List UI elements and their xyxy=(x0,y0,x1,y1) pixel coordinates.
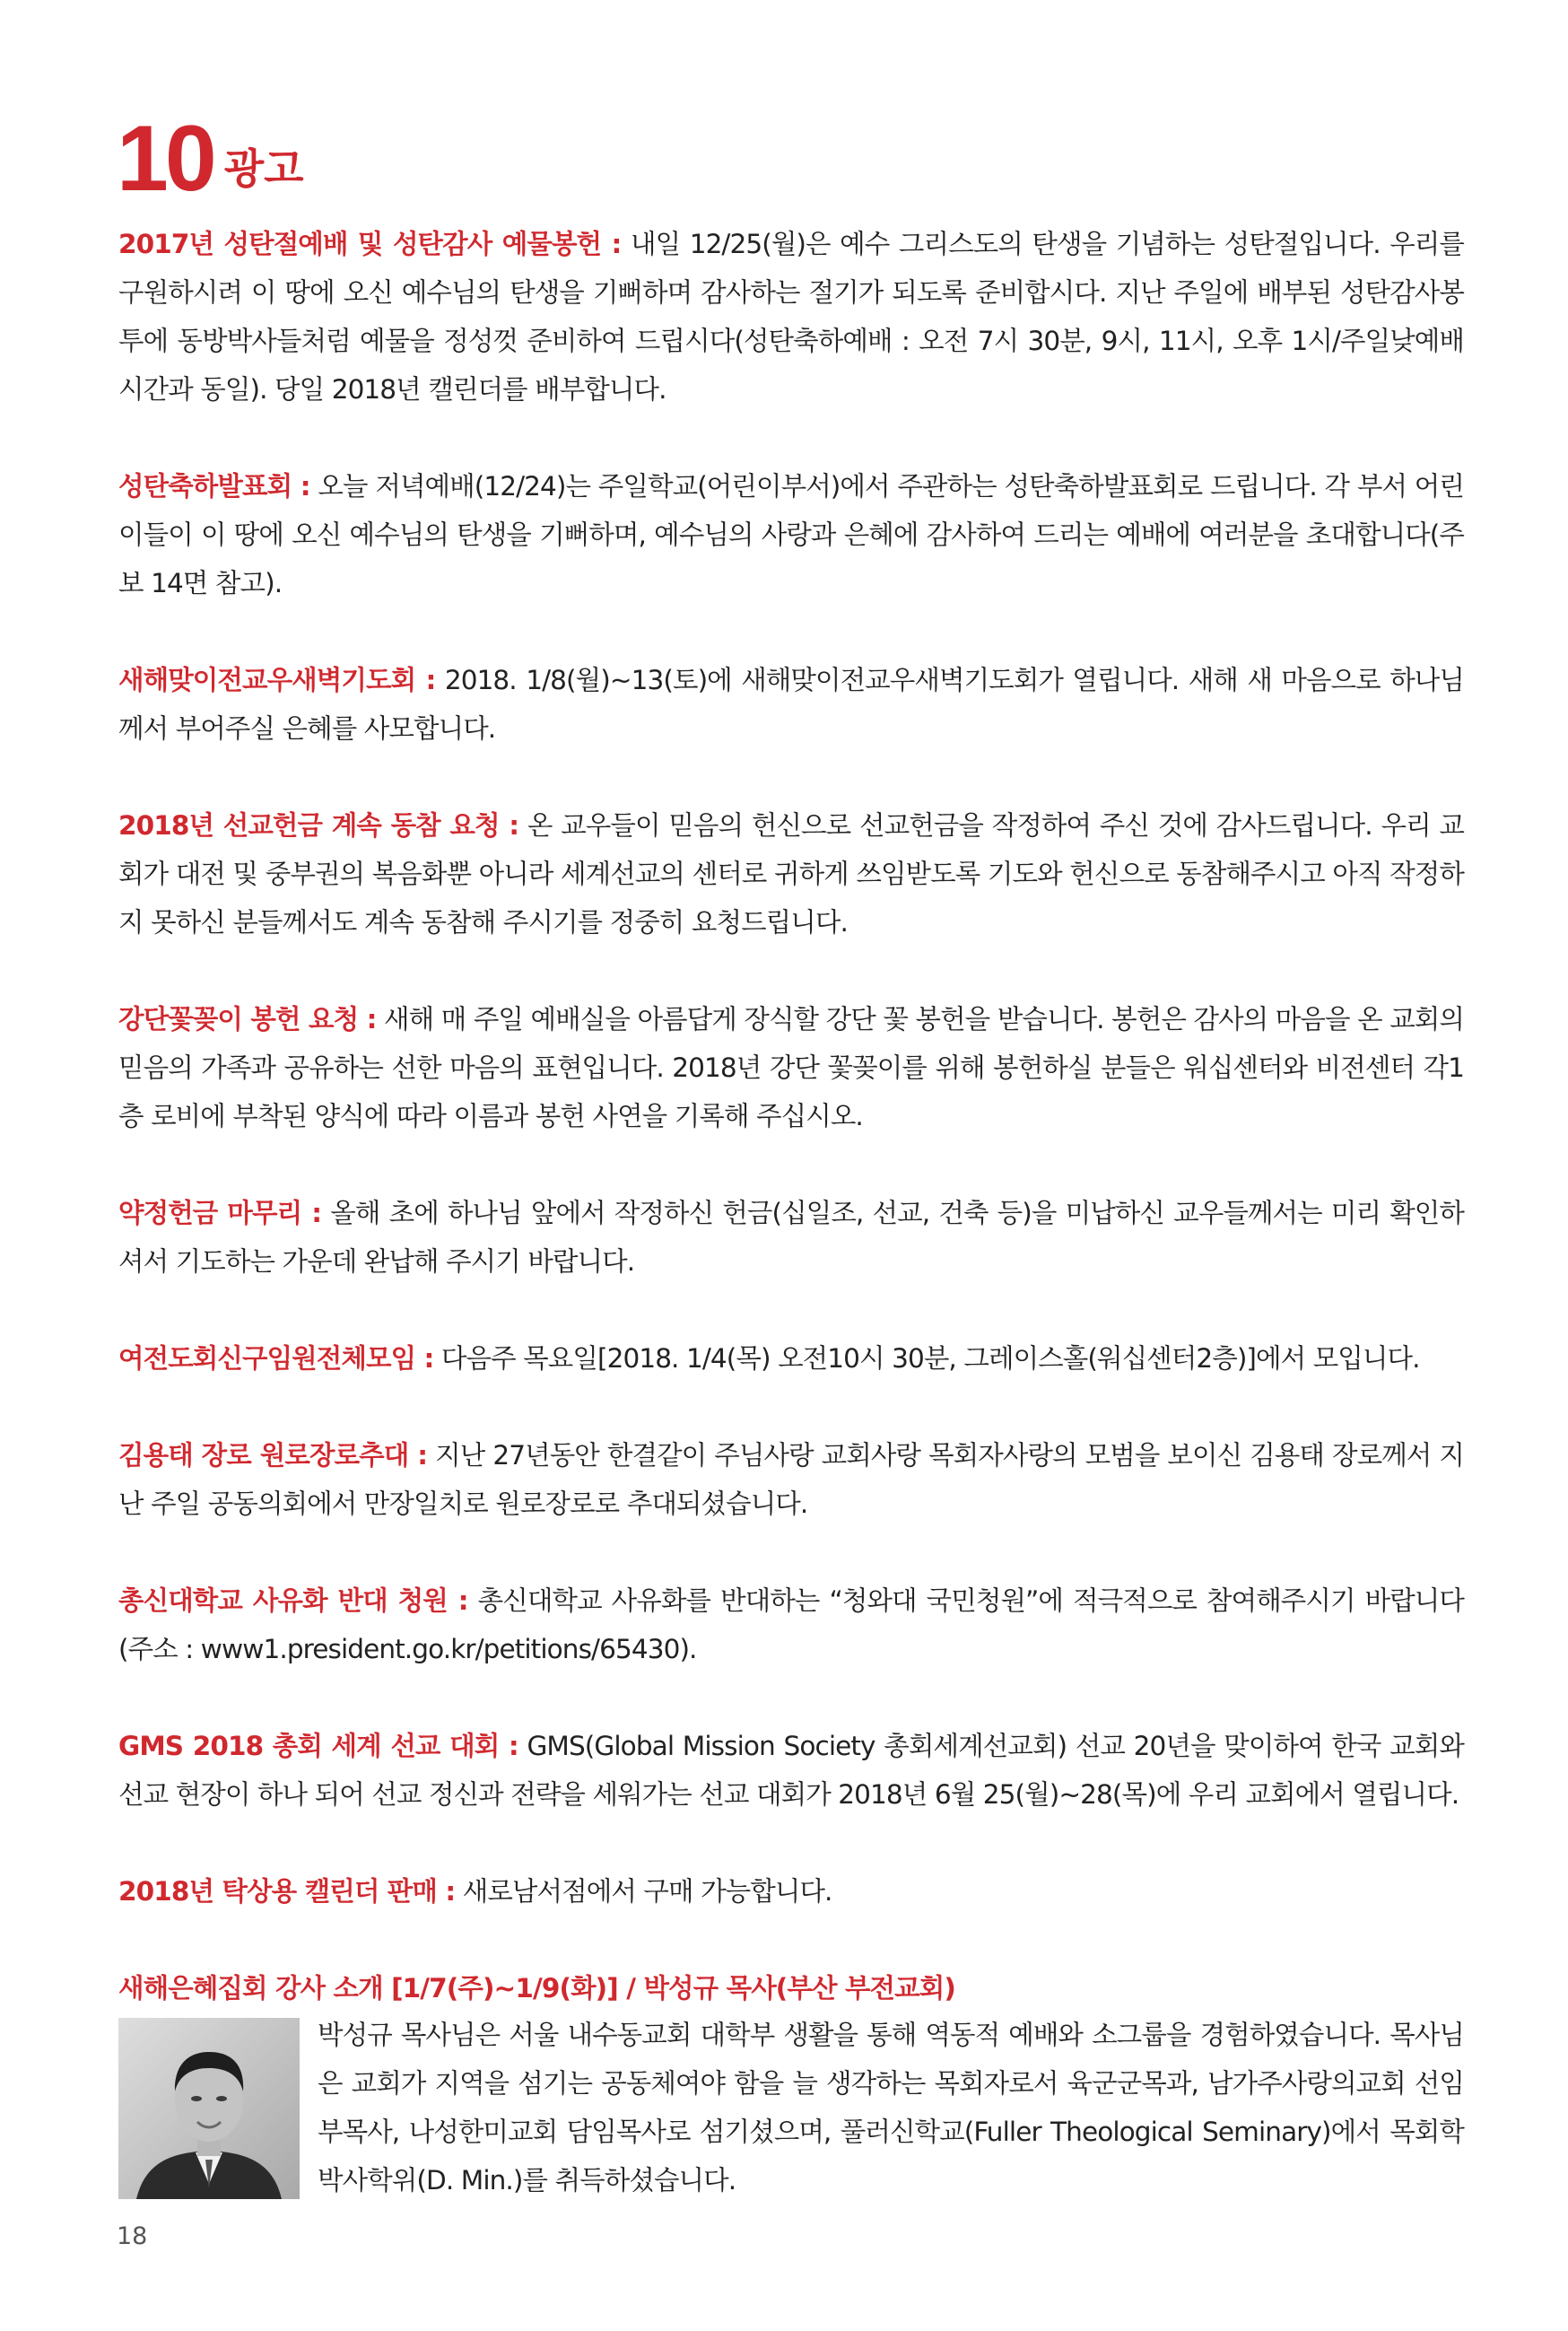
announcement-item xyxy=(118,656,1464,753)
speaker-profile xyxy=(118,2018,1464,2231)
announcement-body: GMS(Global Mission Society 총회세계선교회) 선교 20년을 맞이하여 한국 교회와 선교 현장이 하나 되어 선교 정신과 전략을 세워가는 선교 대회가 2018년 6월 25(월)~28(목)에 우리 교회에서 열립니다. xyxy=(118,1731,1464,1810)
announcement-body: 2018. 1/8(월)~13(토)에 새해맞이전교우새벽기도회가 열립니다. 새해 새 마음으로 하나님께서 부어주실 은혜를 사모합니다. xyxy=(118,665,1464,744)
announcement-item xyxy=(118,801,1464,947)
announcement-item xyxy=(118,220,1464,414)
announcement-item xyxy=(118,1867,1464,1916)
announcement-body: 올해 초에 하나님 앞에서 작정하신 헌금(십일조, 선교, 건축 등)을 미납하신 교우들께서는 미리 확인하셔서 기도하는 가운데 완납해 주시기 바랍니다. xyxy=(118,1198,1464,1277)
announcement-item xyxy=(118,1189,1464,1286)
section-number: 10 xyxy=(117,107,213,211)
announcement-item xyxy=(118,995,1464,1140)
announcement-body: 내일 12/25(월)은 예수 그리스도의 탄생을 기념하는 성탄절입니다. 우리를 구원하시려 이 땅에 오신 예수님의 탄생을 기뻐하며 감사하는 절기가 되도록 준비합시다. 지난 주일에 배부된 성탄감사봉투에 동방박사들처럼 예물을 정성껏 준비하여 드립시다(성탄축하예배 : 오전 7시 30분, 9시, 11시, 오후 1시/주일낮예배 시간과 동일). 당일 2018년 캘린더를 배부합니다. xyxy=(118,229,1464,405)
announcement-item xyxy=(118,1334,1464,1383)
announcement-title: 새해맞이전교우새벽기도회 : xyxy=(118,665,436,695)
announcement-body: 새해 매 주일 예배실을 아름답게 장식할 강단 꽃 봉헌을 받습니다. 봉헌은 감사의 마음을 온 교회의 믿음의 가족과 공유하는 선한 마음의 표현입니다. 2018년 강단 꽃꽂이를 위해 봉헌하실 분들은 워십센터와 비전센터 각1층 로비에 부착된 양식에 따라 이름과 봉헌 사연을 기록해 주십시오. xyxy=(118,1004,1464,1131)
announcement-body: 지난 27년동안 한결같이 주님사랑 교회사랑 목회자사랑의 모범을 보이신 김용태 장로께서 지난 주일 공동의회에서 만장일치로 원로장로로 추대되셨습니다. xyxy=(118,1440,1465,1519)
speaker-photo xyxy=(118,2018,300,2199)
announcement-item xyxy=(118,1576,1464,1673)
announcement-body: 새로남서점에서 구매 가능합니다. xyxy=(455,1876,832,1907)
announcement-title: 2018년 탁상용 캘린더 판매 : xyxy=(118,1876,456,1907)
page-number: 18 xyxy=(117,2222,148,2250)
announcement-title: 여전도회신구임원전체모임 : xyxy=(118,1343,434,1374)
speaker-bio: 박성규 목사님은 서울 내수동교회 대학부 생활을 통해 역동적 예배와 소그룹을 경험하였습니다. 목사님은 교회가 지역을 섬기는 공동체여야 함을 늘 생각하는 목회자로서 육군군목과, 남가주사랑의교회 선임부목사, 나성한미교회 담임목사로 섬기셨으며, 풀러신학교(Fuller Theological Seminary)에서 목회학 박사학위(D. Min.)를 취득하셨습니다. xyxy=(318,2020,1464,2196)
announcement-body: 총신대학교 사유화를 반대하는 “청와대 국민청원”에 적극적으로 참여해주시기 바랍니다(주소 : www1.president.go.kr/petitions/65430). xyxy=(118,1585,1464,1664)
speaker-intro-title: 새해은혜집회 강사 소개 [1/7(주)~1/9(화)] / 박성규 목사(부산 부전교회) xyxy=(118,1973,955,2004)
announcements-list xyxy=(118,220,1464,2231)
announcement-title: 총신대학교 사유화 반대 청원 : xyxy=(118,1585,468,1616)
announcement-item xyxy=(118,1722,1464,1819)
announcement-body: 온 교우들이 믿음의 헌신으로 선교헌금을 작정하여 주신 것에 감사드립니다. 우리 교회가 대전 및 중부권의 복음화뿐 아니라 세계선교의 센터로 귀하게 쓰임받도록 기도와 헌신으로 동참해주시고 아직 작정하지 못하신 분들께서도 계속 동참해 주시기를 정중히 요청드립니다. xyxy=(118,810,1465,938)
announcement-title: 2018년 선교헌금 계속 동참 요청 : xyxy=(118,810,519,841)
announcement-title: 성탄축하발표회 : xyxy=(118,471,310,502)
announcement-body: 오늘 저녁예배(12/24)는 주일학교(어린이부서)에서 주관하는 성탄축하발표회로 드립니다. 각 부서 어린이들이 이 땅에 오신 예수님의 탄생을 기뻐하며, 예수님의 사랑과 은혜에 감사하여 드리는 예배에 여러분을 초대합니다(주보 14면 참고). xyxy=(118,471,1464,598)
announcement-item xyxy=(118,1431,1464,1528)
section-title: 광고 xyxy=(223,144,304,193)
section-header xyxy=(117,107,304,211)
announcement-item xyxy=(118,462,1464,607)
announcement-title: GMS 2018 총회 세계 선교 대회 : xyxy=(118,1731,518,1761)
announcement-body: 다음주 목요일[2018. 1/4(목) 오전10시 30분, 그레이스홀(워십센터2층)]에서 모입니다. xyxy=(433,1343,1420,1374)
announcement-title: 약정헌금 마무리 : xyxy=(118,1198,322,1228)
announcement-title: 김용태 장로 원로장로추대 : xyxy=(118,1440,428,1471)
announcement-title: 강단꽃꽂이 봉헌 요청 : xyxy=(118,1004,377,1035)
announcement-title: 2017년 성탄절예배 및 성탄감사 예물봉헌 : xyxy=(118,229,622,259)
